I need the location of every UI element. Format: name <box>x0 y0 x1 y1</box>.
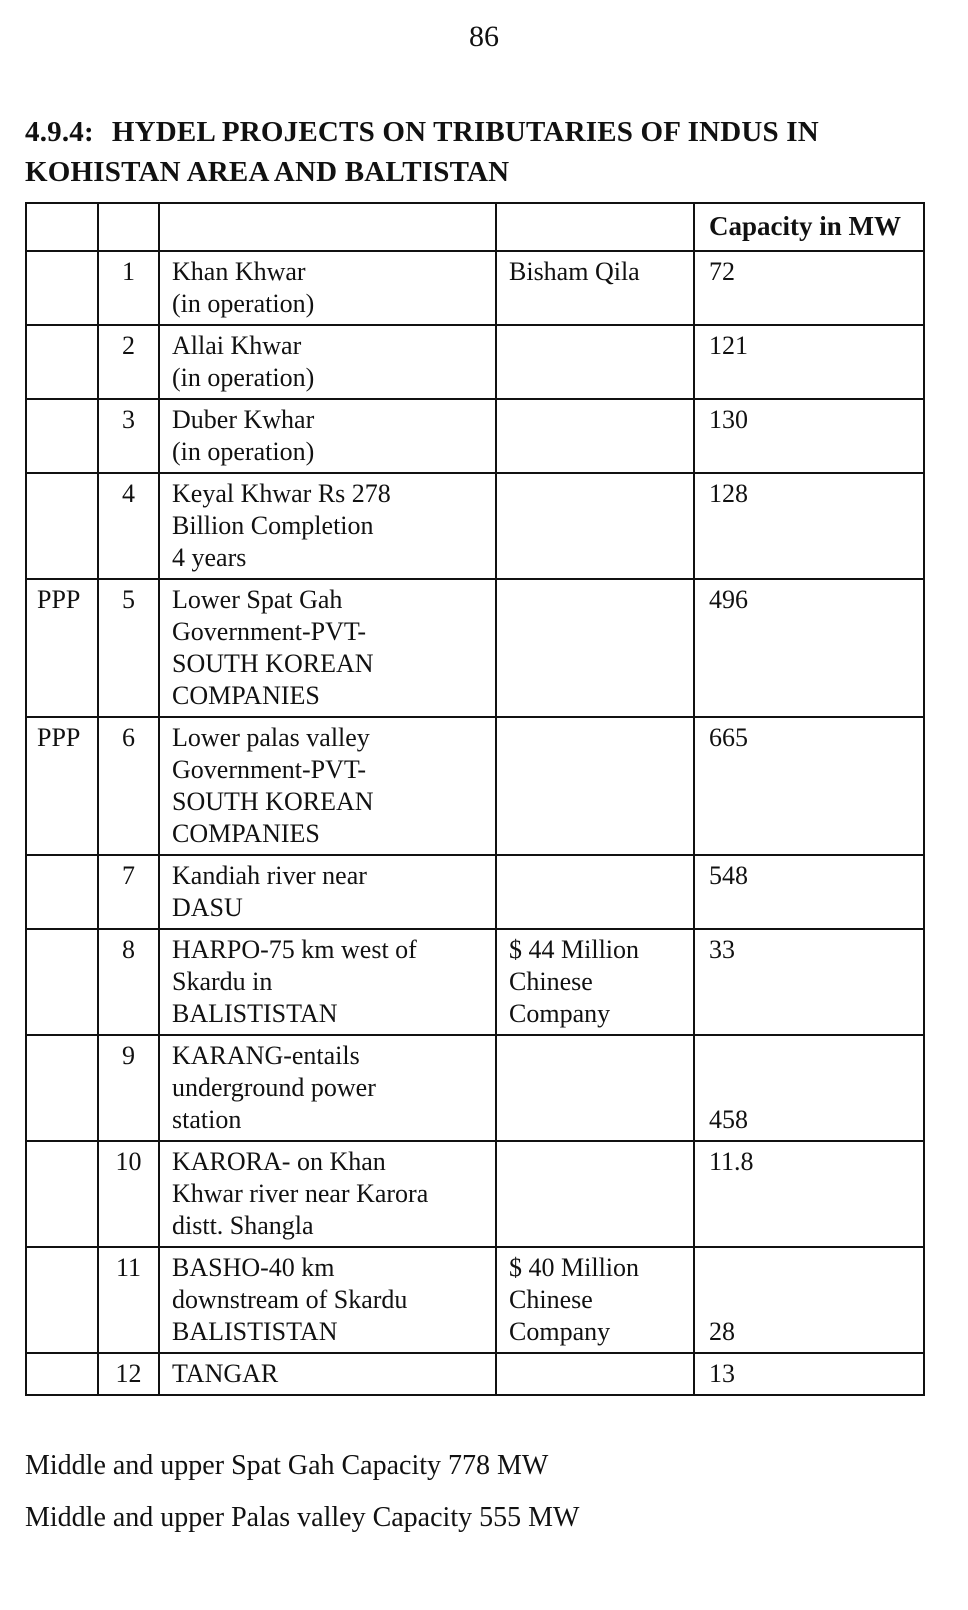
note-spat-gah: Middle and upper Spat Gah Capacity 778 MW <box>25 1450 549 1481</box>
project-line: Allai Khwar <box>172 331 302 360</box>
project-line: station <box>172 1105 242 1134</box>
cell-location <box>496 929 694 1035</box>
cell-location <box>496 399 694 473</box>
project-line: Kandiah river near <box>172 861 367 890</box>
project-line: Khwar river near Karora <box>172 1179 429 1208</box>
header-type <box>26 203 98 251</box>
project-line: BASHO-40 km <box>172 1253 335 1282</box>
location-line: $ 44 Million <box>509 935 640 964</box>
cell-capacity: 33 <box>694 929 924 1035</box>
project-line: COMPANIES <box>172 819 320 848</box>
cell-location <box>496 1353 694 1395</box>
cell-project <box>159 1353 496 1395</box>
project-line: KARANG-entails <box>172 1041 360 1070</box>
header-number <box>98 203 159 251</box>
footnotes <box>25 1450 579 1554</box>
project-line: (in operation) <box>172 363 315 392</box>
project-line: Government-PVT- <box>172 755 367 784</box>
cell-type <box>26 855 98 929</box>
cell-location <box>496 1247 694 1353</box>
project-line: (in operation) <box>172 289 315 318</box>
cell-project <box>159 1247 496 1353</box>
table-row <box>26 929 924 1035</box>
table-body <box>26 251 924 1395</box>
section-number: 4.9.4: <box>25 116 94 148</box>
cell-location <box>496 717 694 855</box>
header-project <box>159 203 496 251</box>
cell-number: 7 <box>98 855 159 929</box>
project-line: KARORA- on Khan <box>172 1147 386 1176</box>
cell-capacity: 130 <box>694 399 924 473</box>
cell-number: 8 <box>98 929 159 1035</box>
header-location <box>496 203 694 251</box>
cell-capacity: 548 <box>694 855 924 929</box>
cell-location <box>496 325 694 399</box>
project-line: DASU <box>172 893 243 922</box>
table-row <box>26 579 924 717</box>
table-header-row <box>26 203 924 251</box>
project-line: COMPANIES <box>172 681 320 710</box>
location-line: Chinese <box>509 967 593 996</box>
project-line: Lower Spat Gah <box>172 585 343 614</box>
project-line: Billion Completion <box>172 511 374 540</box>
table-row <box>26 1353 924 1395</box>
cell-type <box>26 325 98 399</box>
cell-type <box>26 1247 98 1353</box>
cell-project <box>159 399 496 473</box>
cell-type <box>26 251 98 325</box>
cell-project <box>159 579 496 717</box>
cell-capacity: 72 <box>694 251 924 325</box>
location-line: Company <box>509 1317 611 1346</box>
project-line: distt. Shangla <box>172 1211 314 1240</box>
location-line: Chinese <box>509 1285 593 1314</box>
cell-project <box>159 929 496 1035</box>
cell-type <box>26 1035 98 1141</box>
table-row <box>26 855 924 929</box>
cell-number: 1 <box>98 251 159 325</box>
project-line: SOUTH KOREAN <box>172 649 374 678</box>
project-line: 4 years <box>172 543 247 572</box>
cell-number: 5 <box>98 579 159 717</box>
table-row <box>26 251 924 325</box>
project-line: Skardu in <box>172 967 273 996</box>
cell-project <box>159 717 496 855</box>
cell-location <box>496 579 694 717</box>
cell-number: 3 <box>98 399 159 473</box>
cell-number: 11 <box>98 1247 159 1353</box>
cell-number: 12 <box>98 1353 159 1395</box>
project-line: Government-PVT- <box>172 617 367 646</box>
section-heading <box>25 112 935 192</box>
location-line: Company <box>509 999 611 1028</box>
project-line: Keyal Khwar Rs 278 <box>172 479 391 508</box>
project-line: HARPO-75 km west of <box>172 935 417 964</box>
project-line: Duber Kwhar <box>172 405 315 434</box>
cell-project <box>159 325 496 399</box>
table-row <box>26 717 924 855</box>
project-line: underground power <box>172 1073 376 1102</box>
cell-capacity: 13 <box>694 1353 924 1395</box>
cell-project <box>159 1141 496 1247</box>
table-row <box>26 1247 924 1353</box>
project-line: Khan Khwar <box>172 257 306 286</box>
cell-location <box>496 473 694 579</box>
cell-number: 10 <box>98 1141 159 1247</box>
table-row <box>26 1035 924 1141</box>
note-palas-valley: Middle and upper Palas valley Capacity 555 MW <box>25 1502 580 1533</box>
table-row <box>26 325 924 399</box>
cell-project <box>159 473 496 579</box>
project-line: BALISTISTAN <box>172 1317 338 1346</box>
cell-type <box>26 1141 98 1247</box>
cell-type: PPP <box>26 579 98 717</box>
project-line: downstream of Skardu <box>172 1285 408 1314</box>
hydel-projects-table <box>25 202 925 1396</box>
cell-location <box>496 1141 694 1247</box>
cell-type <box>26 1353 98 1395</box>
project-line: (in operation) <box>172 437 315 466</box>
section-title-text: HYDEL PROJECTS ON TRIBUTARIES OF INDUS IN KOHISTAN AREA AND BALTISTAN <box>25 116 819 188</box>
cell-capacity: 11.8 <box>694 1141 924 1247</box>
cell-location <box>496 855 694 929</box>
cell-capacity: 128 <box>694 473 924 579</box>
page-number: 86 <box>469 20 499 53</box>
location-line: $ 40 Million <box>509 1253 640 1282</box>
cell-project <box>159 1035 496 1141</box>
table-row <box>26 399 924 473</box>
cell-type <box>26 399 98 473</box>
project-line: BALISTISTAN <box>172 999 338 1028</box>
cell-project <box>159 855 496 929</box>
cell-capacity: 121 <box>694 325 924 399</box>
project-line: Lower palas valley <box>172 723 370 752</box>
cell-type: PPP <box>26 717 98 855</box>
cell-number: 2 <box>98 325 159 399</box>
cell-capacity: 665 <box>694 717 924 855</box>
cell-number: 4 <box>98 473 159 579</box>
header-capacity: Capacity in MW <box>694 203 924 251</box>
table-row <box>26 1141 924 1247</box>
cell-number: 6 <box>98 717 159 855</box>
cell-capacity: 458 <box>694 1035 924 1141</box>
project-line: SOUTH KOREAN <box>172 787 374 816</box>
cell-number: 9 <box>98 1035 159 1141</box>
table-row <box>26 473 924 579</box>
cell-project <box>159 251 496 325</box>
location-line: Bisham Qila <box>509 257 640 286</box>
project-line: TANGAR <box>172 1359 279 1388</box>
cell-capacity: 496 <box>694 579 924 717</box>
cell-location <box>496 251 694 325</box>
cell-location <box>496 1035 694 1141</box>
cell-capacity: 28 <box>694 1247 924 1353</box>
cell-type <box>26 929 98 1035</box>
cell-type <box>26 473 98 579</box>
